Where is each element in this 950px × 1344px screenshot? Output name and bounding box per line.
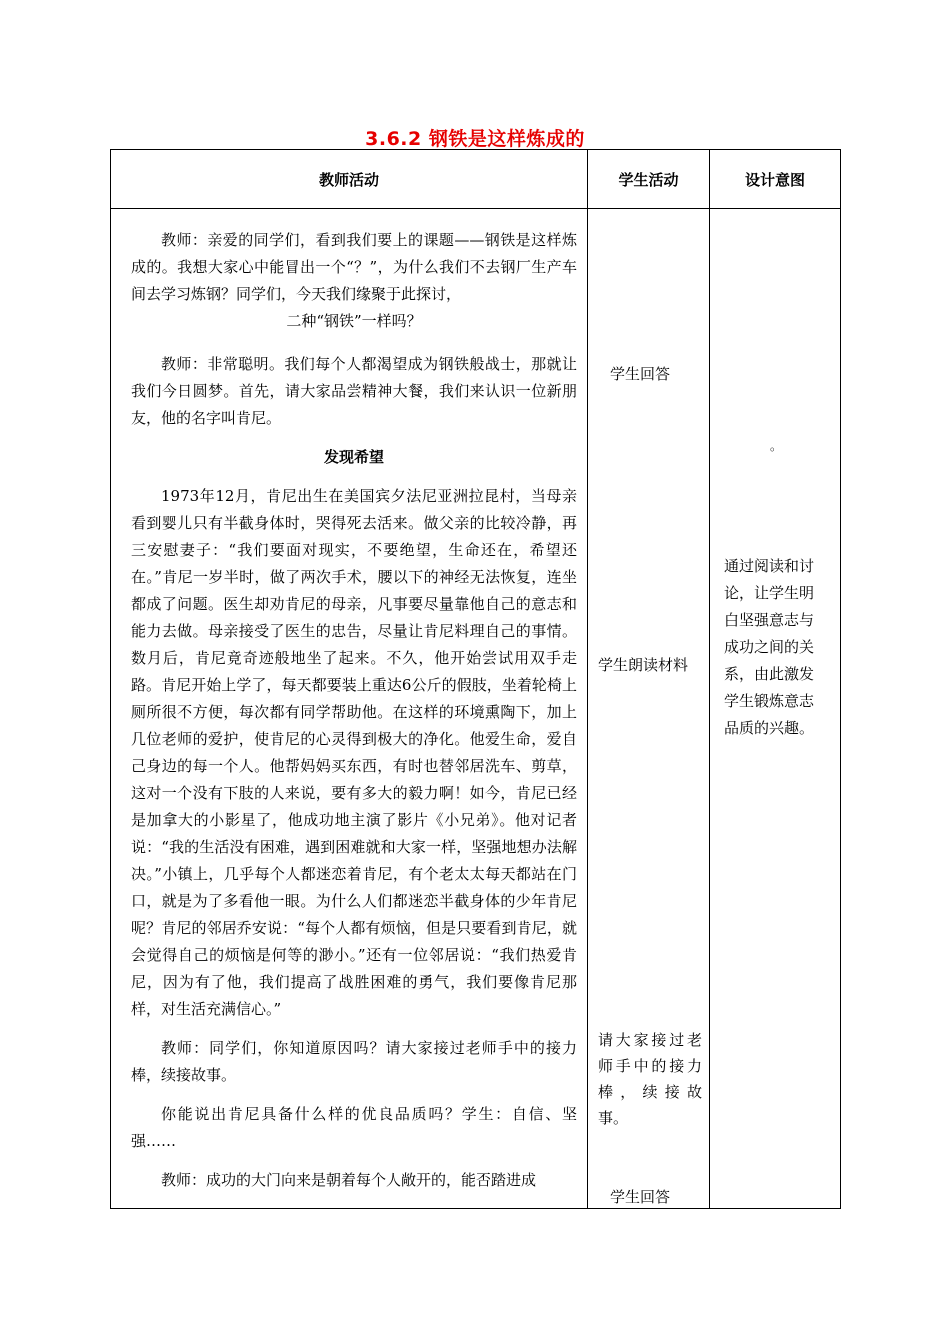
student-note: 学生朗读材料 xyxy=(598,656,689,674)
teacher-paragraph: 教师：非常聪明。我们每个人都渴望成为钢铁般战士，那就让我们今日圆梦。首先，请大家品尝精神大餐，我们来认识一位新朋友，他的名字叫肯尼。 xyxy=(131,355,577,427)
design-intent-cell xyxy=(710,209,841,1209)
page-title: 3.6.2 钢铁是这样炼成的 xyxy=(365,128,585,150)
design-intent-text: 通过阅读和讨论，让学生明白坚强意志与成功之间的关系，由此激发学生锻炼意志品质的兴趣。 xyxy=(724,557,815,737)
student-activity-cell xyxy=(588,209,710,1209)
header-teacher-activity: 教师活动 xyxy=(111,150,588,209)
lesson-plan-table xyxy=(110,149,841,1209)
teacher-activity-content xyxy=(111,209,587,1194)
student-note: 请大家接过老师手中的接力棒，续接故事。 xyxy=(598,1031,702,1127)
teacher-activity-cell xyxy=(111,209,588,1209)
table-header-row xyxy=(111,150,841,209)
table-body-row xyxy=(111,209,841,1209)
intent-dot: 。 xyxy=(770,439,783,453)
student-note: 学生回答 xyxy=(610,365,671,383)
teacher-paragraph: 教师：成功的大门向来是朝着每个人敞开的，能否踏进成 xyxy=(161,1171,537,1189)
section-heading: 发现希望 xyxy=(323,448,384,466)
teacher-paragraph: 教师：同学们，你知道原因吗？请大家接过老师手中的接力棒，续接故事。 xyxy=(131,1039,577,1084)
teacher-paragraph: 你能说出肯尼具备什么样的优良品质吗？学生：自信、坚强…… xyxy=(131,1105,577,1150)
header-design-intent: 设计意图 xyxy=(710,150,841,209)
student-note: 学生回答 xyxy=(610,1188,671,1206)
teacher-paragraph: 教师：亲爱的同学们，看到我们要上的课题——钢铁是这样炼成的。我想大家心中能冒出一个“？”，为什么我们不去钢厂生产车间去学习炼钢？同学们，今天我们缘聚于此探讨， xyxy=(131,231,577,303)
teacher-paragraph: 1973年12月，肯尼出生在美国宾夕法尼亚洲拉昆村，当母亲看到婴儿只有半截身体时，哭得死去活来。做父亲的比较冷静，再三安慰妻子：“我们要面对现实，不要绝望，生命还在，希望还在。”肯尼一岁半时，做了两次手术，腰以下的神经无法恢复，连坐都成了问题。医生却劝肯尼的母亲，凡事要尽量靠他自己的意志和能力去做。母亲接受了医生的忠告，尽量让肯尼料理自己的事情。数月后，肯尼竟奇迹般地坐了起来。不久，他开始尝试用双手走路。肯尼开始上学了，每天都要装上重达6公斤的假肢，坐着轮椅上厕所很不方便，每次都有同学帮助他。在这样的环境熏陶下，加上几位老师的爱护，使肯尼的心灵得到极大的净化。他爱生命，爱自己身边的每一个人。他帮妈妈买东西，有时也替邻居洗车、剪草，这对一个没有下肢的人来说，要有多大的毅力啊！如今，肯尼已经是加拿大的小影星了，他成功地主演了影片《小兄弟》。他对记者说：“我的生活没有困难，遇到困难就和大家一样，坚强地想办法解决。”小镇上，几乎每个人都迷恋着肯尼，有个老太太每天都站在门口，就是为了多看他一眼。为什么人们都迷恋半截身体的少年肯尼呢？肯尼的邻居乔安说：“每个人都有烦恼，但是只要看到肯尼，就会觉得自己的烦恼是何等的渺小。”还有一位邻居说：“我们热爱肯尼，因为有了他，我们提高了战胜困难的勇气，我们要像肯尼那样，对生活充满信心。” xyxy=(131,487,577,1018)
header-student-activity: 学生活动 xyxy=(588,150,710,209)
teacher-paragraph: 二种“钢铁”一样吗？ xyxy=(286,312,422,330)
